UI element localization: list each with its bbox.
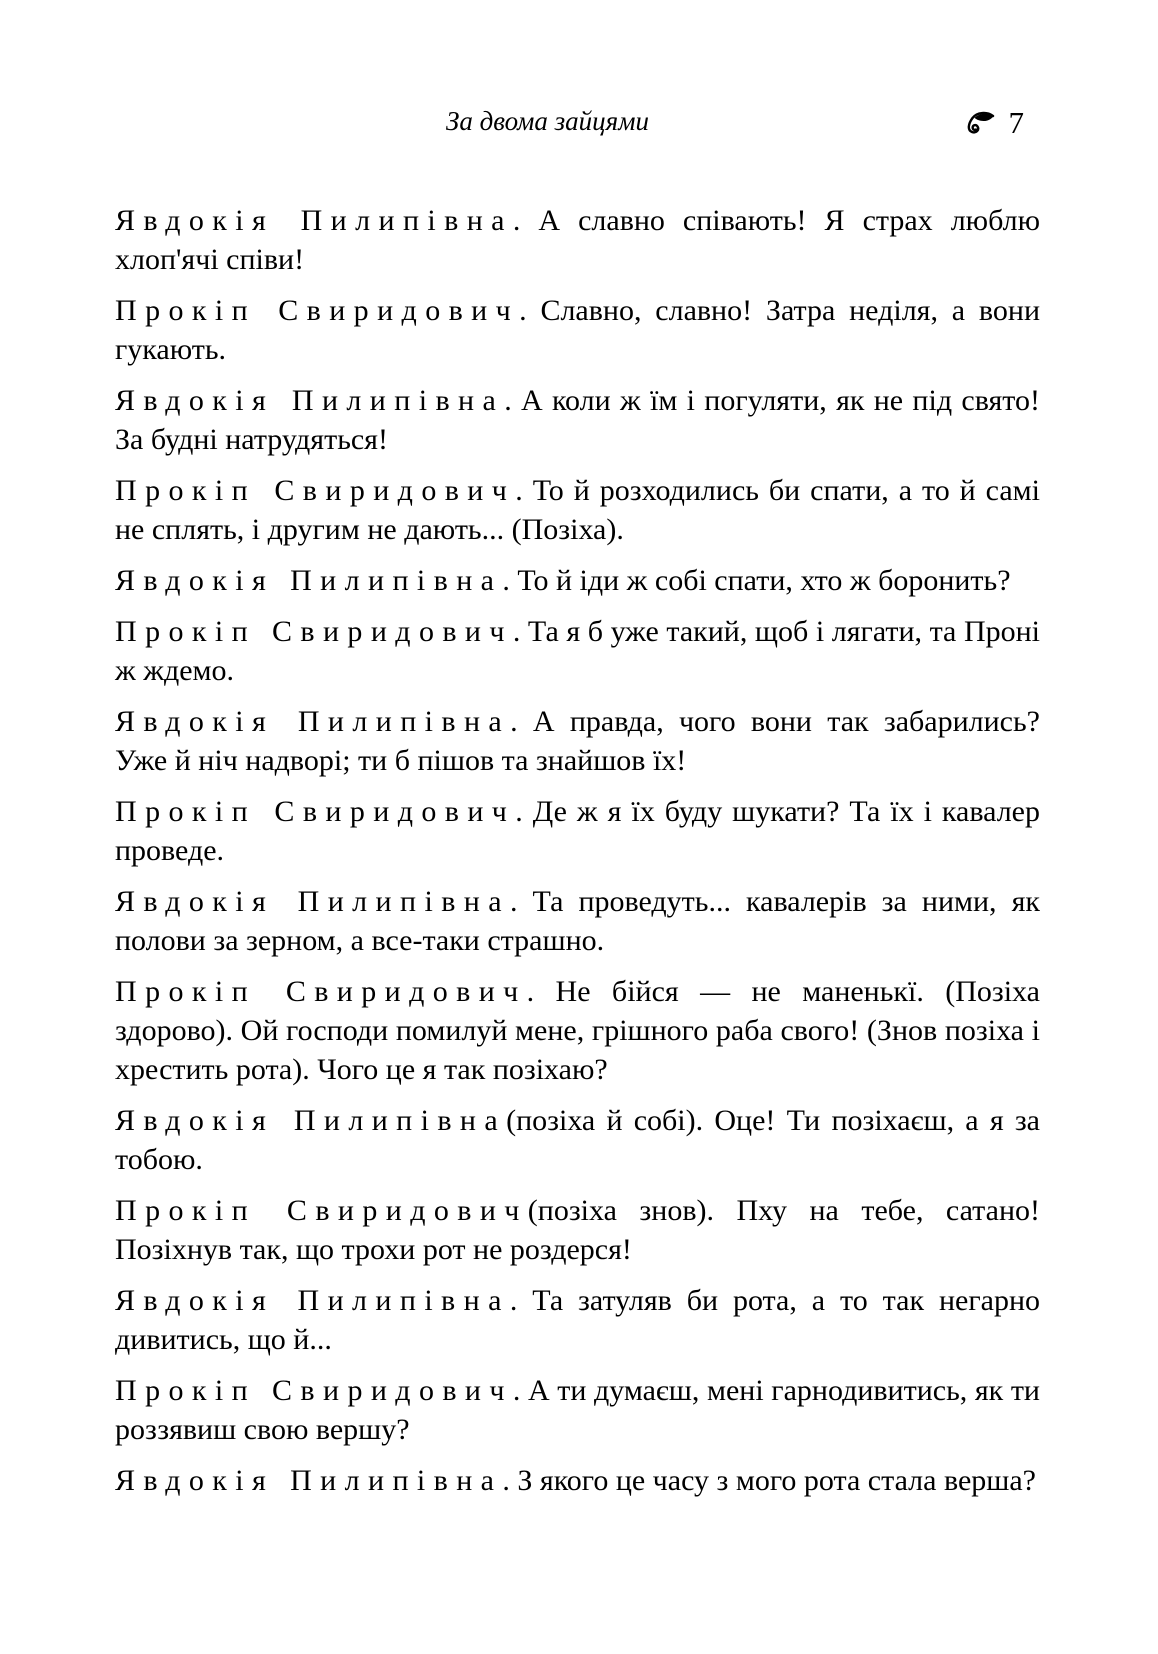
dialogue-text: . То й іди ж собі спати, хто ж боронить? [502, 564, 1011, 597]
dialogue-text: . Де ж я їх буду шукати? Та їх і кавалер проведе. [115, 795, 1040, 867]
speaker-name: Прокіп Свиридович [115, 795, 516, 828]
dialogue-paragraph [115, 792, 1040, 870]
speaker-name: Явдокія Пилипівна [115, 384, 505, 417]
dialogue-paragraph [115, 561, 1040, 600]
dialogue-text: (позіха знов). Пху на тебе, сатано! Позіхнув так, що трохи рот не роздерся! [115, 1194, 1040, 1266]
running-header [115, 0, 1040, 145]
speaker-name: Явдокія Пилипівна [115, 1464, 503, 1497]
dialogue-text: . А ти думаєш, мені гарнодивитись, як ти роззявиш свою вершу? [115, 1374, 1040, 1446]
dialogue-paragraph [115, 1281, 1040, 1359]
dialogue-text: . Та затуляв би рота, а то так негарно дивитись, що й... [115, 1284, 1041, 1356]
dialogue-paragraph [115, 471, 1040, 549]
dialogue-text: . Не бійся — не маненькї. (Позіха здорово). Ой господи помилуй мене, грішного раба свого! (Знов позіха і хрестить рота). Чого це я так позіхаю? [115, 975, 1040, 1086]
dialogue-paragraph [115, 882, 1040, 960]
speaker-name: Явдокія Пилипівна [115, 1284, 510, 1317]
dialogue-text: . То й розходились би спати, а то й самі не сплять, і другим не дають... (Позіха). [115, 474, 1040, 546]
dialogue-text: . Славно, славно! Затра неділя, а вони гукають. [115, 294, 1040, 366]
dialogue-paragraph [115, 972, 1040, 1089]
dialogue-text: . З якого це часу з мого рота стала верша? [502, 1464, 1036, 1497]
speaker-name: Явдокія Пилипівна [115, 204, 513, 237]
running-header-title: За двома зайцями [446, 106, 649, 136]
dialogue-paragraph [115, 1371, 1040, 1449]
dialogue-paragraph [115, 1101, 1040, 1179]
dialogue-text: . А славно співають! Я страх люблю хлоп'ячі співи! [115, 204, 1040, 276]
dialogue-paragraph [115, 291, 1040, 369]
dialogue-paragraph [115, 612, 1040, 690]
dialogue-paragraph [115, 381, 1040, 459]
header-right-group [963, 103, 1025, 143]
dialogue-text: . А правда, чого вони так забарились? Уже й ніч надворі; ти б пішов та знайшов їх! [115, 705, 1040, 777]
speaker-name: Прокіп Свиридович [115, 1374, 513, 1407]
dialogue-text: . Та я б уже такий, щоб і лягати, та Проні ж ждемо. [115, 615, 1040, 687]
speaker-name: Явдокія Пилипівна [115, 705, 511, 738]
speaker-name: Явдокія Пилипівна [115, 1104, 507, 1137]
dialogue-paragraph [115, 702, 1040, 780]
speaker-name: Прокіп Свиридович [115, 975, 527, 1008]
speaker-name: Прокіп Свиридович [115, 615, 513, 648]
dialogue-paragraph [115, 1461, 1040, 1500]
speaker-name: Явдокія Пилипівна [115, 885, 510, 918]
dialogue-text: . Та проведуть... кавалерів за ними, як полови за зерном, а все-таки страшно. [115, 885, 1040, 957]
dialogue-content [115, 201, 1040, 1500]
dialogue-paragraph [115, 1191, 1040, 1269]
speaker-name: Прокіп Свиридович [115, 294, 520, 327]
dialogue-text: (позіха й собі). Оце! Ти позіхаєш, а я за тобою. [115, 1104, 1041, 1176]
page-number: 7 [1008, 105, 1024, 140]
dialogue-text: . А коли ж їм і погуляти, як не під свято! За будні натрудяться! [115, 384, 1040, 456]
fleuron-icon [963, 111, 995, 135]
speaker-name: Прокіп Свиридович [115, 474, 516, 507]
speaker-name: Прокіп Свиридович [115, 1194, 528, 1227]
dialogue-paragraph [115, 201, 1040, 279]
speaker-name: Явдокія Пилипівна [115, 564, 503, 597]
